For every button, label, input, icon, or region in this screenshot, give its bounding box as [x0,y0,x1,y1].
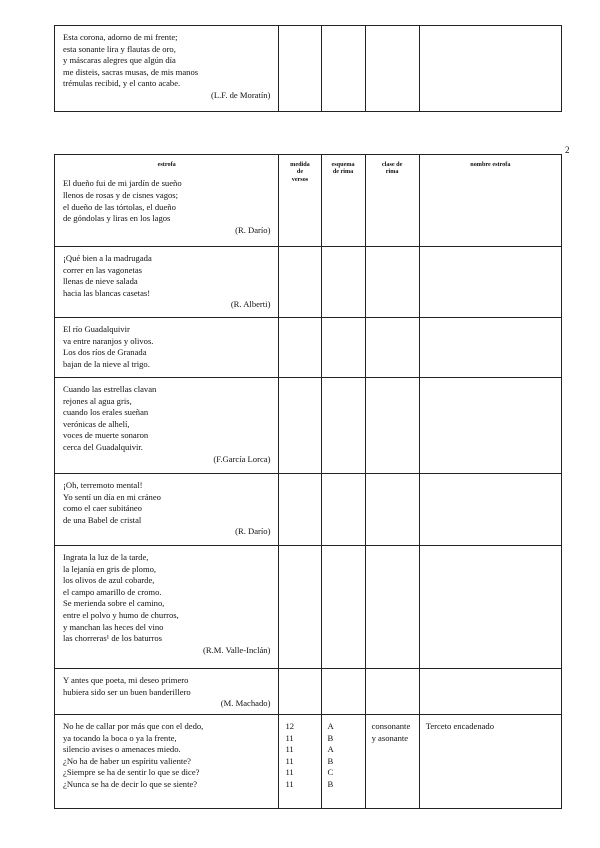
table-row [55,155,562,247]
clase-cell [365,247,419,318]
verse-line: correr en las vagonetas [63,264,142,275]
header-line: esquema [331,161,355,168]
verse-line: silencio avises o amenaces miedo. [63,744,181,755]
verse-line: el campo amarillo de cromo. [63,586,162,597]
esquema-cell [321,318,365,378]
medida-cell [279,26,321,112]
nombre-cell [419,669,561,715]
verse-line: ¡Oh, terremoto mental! [63,480,143,490]
verse-line: Se merienda sobre el camino, [63,598,165,609]
verse-line: hacia las blancas casetas! [63,287,151,298]
verse-line: ya tocando la boca o ya la frente, [63,732,177,743]
clase-cell [365,474,419,546]
poem-cell [55,669,279,715]
verse-line: El dueño fui de mi jardín de sueño [63,178,182,189]
verse-line: Los dos ríos de Granada [63,347,147,358]
verse-line: esta sonante lira y flautas de oro, [63,43,176,54]
syllable-count: 11 [285,732,294,743]
esquema-cell [321,378,365,474]
poem-cell [55,378,279,474]
rhyme-letter: A [327,744,334,755]
header-line: nombre estrofa [470,161,511,168]
poem-cell [55,26,279,112]
verse-line: No he de callar por más que con el dedo, [63,721,204,731]
table-row [55,474,562,546]
metrics-exercise-table [54,154,562,809]
table-row [55,247,562,318]
nombre-cell [419,474,561,546]
esquema-cell [321,247,365,318]
poem-cell [55,247,279,318]
nombre-cell [419,26,561,112]
poem-author: (R. Alberti) [230,299,271,310]
verse-line: cerca del Guadalquivir. [63,441,143,452]
rhyme-letter: A [327,721,334,731]
verse-line: Esta corona, adorno de mi frente; [63,32,178,42]
esquema-cell [321,26,365,112]
poem-cell [55,474,279,546]
verse-line: la lejanía en gris de plomo, [63,563,157,574]
medida-cell [279,247,321,318]
medida-cell [279,474,321,546]
syllable-count: 11 [285,767,294,778]
header-line: de [296,168,304,176]
poem-author: (M. Machado) [220,698,271,709]
poem-author: (L.F. de Moratín) [210,89,271,100]
verse-line: Yo sentí un día en mi cráneo [63,491,161,502]
verse-line: trémulas recibid, y el canto acabe. [63,78,181,89]
nombre-cell [419,546,561,669]
nombre-cell [419,378,561,474]
clase-cell [365,669,419,715]
clase-cell [365,26,419,112]
column-header-estrofa: estrofa [157,161,176,168]
verse-line: hubiera sido ser un buen banderillero [63,686,191,697]
nombre-cell [419,715,561,809]
column-header-medida [279,155,321,247]
nombre-cell [419,247,561,318]
poem-cell [55,546,279,669]
medida-cell [279,318,321,378]
verse-line: ¿Nunca se ha de decir lo que se siente? [63,778,198,789]
poem-author: (R.M. Valle-Inclán) [203,644,271,655]
clase-cell [365,318,419,378]
stanza-name: Terceto encadenado [425,721,495,731]
esquema-cell [321,715,365,809]
clase-cell [365,546,419,669]
rhyme-class: consonante [371,721,411,731]
verse-line: El río Guadalquivir [63,324,130,334]
verse-line: me disteis, sacras musas, de mis manos [63,66,199,77]
syllable-count: 12 [285,721,295,731]
verse-line: Cuando las estrellas clavan [63,384,157,394]
table-row [55,715,562,809]
nombre-cell [419,318,561,378]
syllable-count: 11 [285,744,294,755]
top-exercise-table [54,25,562,112]
verse-line: y máscaras alegres que algún día [63,55,176,66]
verse-line: llenos de rosas y de cisnes vagos; [63,190,179,200]
rhyme-letter: C [327,767,334,778]
esquema-cell [321,669,365,715]
medida-cell [279,715,321,809]
verse-line: ¿No ha de haber un espíritu valiente? [63,755,191,766]
verse-line: cuando los erales sueñan [63,407,149,418]
verse-line: entre el polvo y humo de churros, [63,609,179,620]
medida-cell [279,546,321,669]
table-row [55,378,562,474]
poem-cell [55,155,279,247]
verse-line: Y antes que poeta, mi deseo primero [63,675,189,685]
verse-line: de una Babel de cristal [63,514,142,525]
verse-line: rejones al agua gris, [63,395,132,406]
esquema-cell [321,546,365,669]
verse-line: ¡Qué bien a la madrugada [63,253,152,263]
verse-line: los olivos de azul cobarde, [63,575,155,586]
header-line: medida [290,161,310,168]
verse-line: bajan de la nieve al trigo. [63,358,150,369]
rhyme-letter: B [327,732,334,743]
poem-author: (R. Darío) [235,526,271,537]
verse-line: y manchan las heces del vino [63,621,164,632]
verse-line: el dueño de las tórtolas, el dueño [63,201,176,212]
poem-author: (R. Darío) [235,224,271,235]
verse-line: Ingrata la luz de la tarde, [63,552,149,562]
syllable-count: 11 [285,755,294,766]
column-header-clase [365,155,419,247]
clase-cell [365,715,419,809]
column-header-nombre [419,155,561,247]
table-row [55,669,562,715]
rhyme-letter: B [327,755,334,766]
header-line: clase de [381,161,403,168]
header-line: versos [291,175,309,183]
poem-author: (F.García Lorca) [213,453,271,464]
header-line: rima [385,168,399,176]
esquema-cell [321,474,365,546]
clase-cell [365,378,419,474]
page-number: 2 [565,145,570,155]
verse-line: de góndolas y liras en los lagos [63,213,171,224]
verse-line: va entre naranjos y olivos. [63,335,154,346]
verse-line: ¿Siempre se ha de sentir lo que se dice? [63,767,200,778]
column-header-esquema [321,155,365,247]
verse-line: verónicas de alhelí, [63,418,130,429]
verse-line: llenas de nieve salada [63,276,138,287]
table-row [55,26,562,112]
rhyme-letter: B [327,778,334,789]
medida-cell [279,669,321,715]
rhyme-class: y asonante [371,732,409,743]
poem-cell [55,715,279,809]
syllable-count: 11 [285,778,294,789]
verse-line: voces de muerte sonaron [63,430,149,441]
table-row [55,546,562,669]
header-line: de rima [332,168,354,176]
verse-line: como el caer subitáneo [63,503,142,514]
medida-cell [279,378,321,474]
table-row [55,318,562,378]
verse-line: las chorreras¹ de los baturros [63,633,162,644]
poem-cell [55,318,279,378]
